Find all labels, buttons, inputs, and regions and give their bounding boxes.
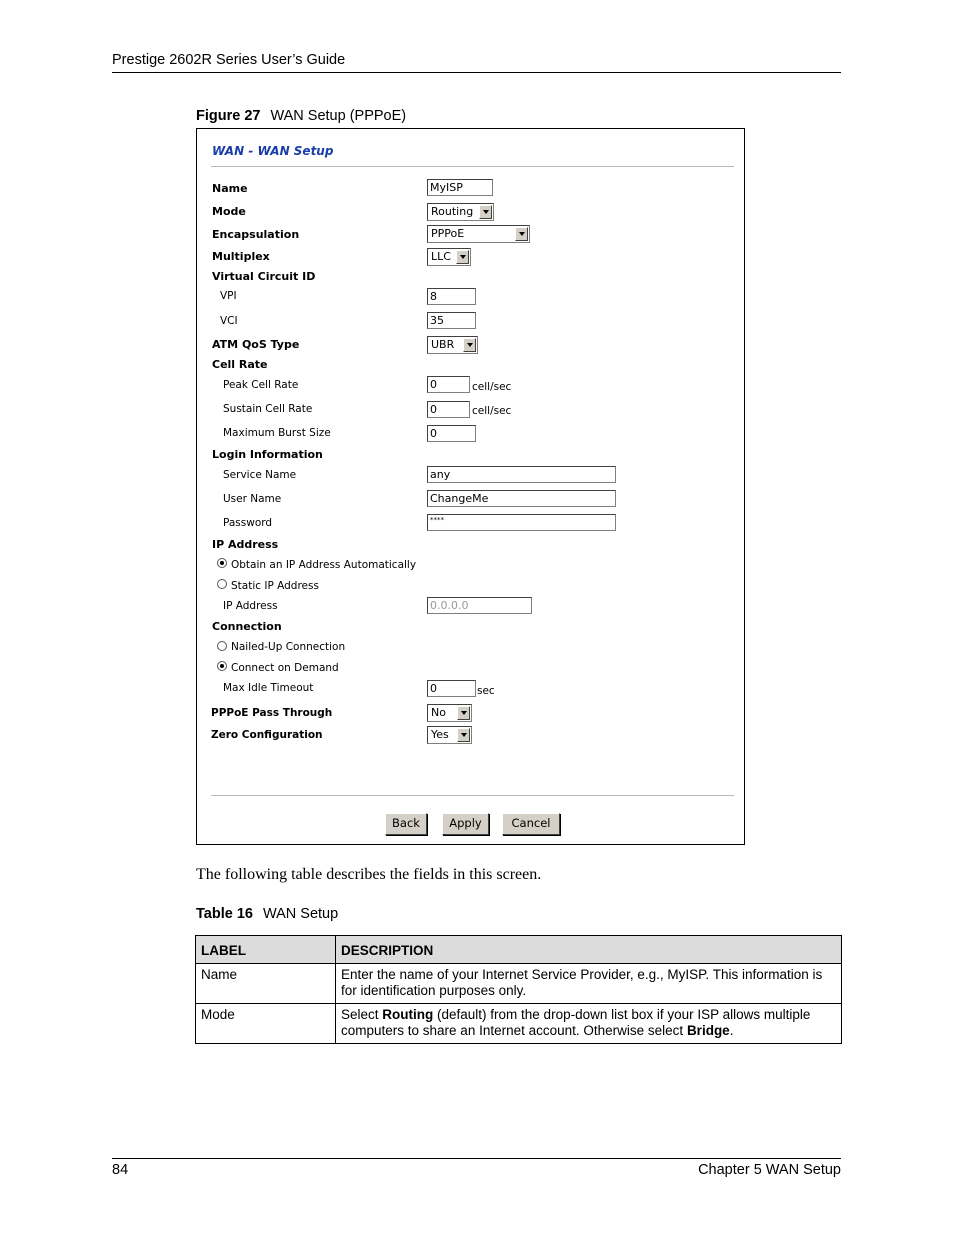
desc-text: . [729,1023,734,1038]
zero-configuration-label: Zero Configuration [211,729,323,741]
cell-rate-label: Cell Rate [212,358,268,371]
user-name-input[interactable]: ChangeMe [427,490,616,507]
encapsulation-select-value: PPPoE [431,227,465,240]
desc-text: (default) from the drop-down list box if your ISP allows multiple computers to share an Internet account. Otherwise select [341,1007,811,1038]
multiplex-label: Multiplex [212,250,270,263]
desc-bold-term: Bridge [686,1023,730,1038]
chevron-down-icon [515,227,528,241]
vci-label: VCI [220,315,238,327]
user-name-label: User Name [223,493,282,505]
password-input[interactable]: **** [427,514,616,531]
figure-caption [196,108,406,124]
back-button[interactable]: Back [385,813,427,835]
pppoe-pass-through-select[interactable] [427,704,472,722]
mode-label: Mode [212,205,246,218]
obtain-auto-label: Obtain an IP Address Automatically [231,559,417,571]
footer-rule [112,1158,841,1159]
screen-title: WAN - WAN Setup [212,144,334,158]
ip-address-input[interactable]: 0.0.0.0 [427,597,532,614]
peak-cell-rate-input[interactable]: 0 [427,376,470,393]
vci-input[interactable]: 35 [427,312,476,329]
max-burst-size-label: Maximum Burst Size [223,427,331,439]
cancel-button[interactable]: Cancel [502,813,560,835]
figure-label: Figure 27 [196,108,261,124]
header-description: DESCRIPTION [336,936,842,964]
nailed-up-label: Nailed-Up Connection [231,641,346,653]
max-idle-timeout-label: Max Idle Timeout [223,682,314,694]
static-ip-label: Static IP Address [231,580,319,592]
row-label: Name [196,964,336,1004]
max-idle-timeout-unit: sec [477,685,495,697]
mode-select-value: Routing [431,205,474,218]
ip-address-heading: IP Address [212,538,279,551]
login-information-label: Login Information [212,448,323,461]
desc-bold-term: Routing [382,1007,434,1022]
peak-cell-rate-unit: cell/sec [472,381,512,393]
password-label: Password [223,517,273,529]
atm-qos-label: ATM QoS Type [212,338,300,351]
table-label: Table 16 [196,906,253,922]
running-header: Prestige 2602R Series User’s Guide [112,52,346,68]
table-caption [196,906,338,922]
encapsulation-label: Encapsulation [212,228,300,241]
table-header-row [196,936,842,964]
encapsulation-select[interactable] [427,225,530,243]
wan-setup-table [195,935,842,1044]
header-label: LABEL [196,936,336,964]
connect-on-demand-label: Connect on Demand [231,662,339,674]
desc-text: Select [341,1007,383,1022]
chevron-down-icon [456,250,469,264]
name-input[interactable]: MyISP [427,179,493,196]
virtual-circuit-id-label: Virtual Circuit ID [212,270,316,283]
chevron-down-icon [479,205,492,219]
pppoe-pass-through-value: No [431,706,446,719]
atm-qos-select[interactable] [427,336,478,354]
vpi-label: VPI [220,290,237,302]
button-divider [211,795,734,797]
table-title: WAN Setup [262,906,339,922]
static-ip-radio[interactable] [217,579,227,589]
page-number: 84 [112,1162,129,1178]
sustain-cell-rate-unit: cell/sec [472,405,512,417]
chapter-title: Chapter 5 WAN Setup [698,1162,841,1178]
obtain-auto-radio[interactable] [217,558,227,568]
table-row [196,1004,842,1044]
title-divider [211,166,734,168]
max-burst-size-input[interactable]: 0 [427,425,476,442]
multiplex-select-value: LLC [431,250,451,263]
row-label: Mode [196,1004,336,1044]
connect-on-demand-radio[interactable] [217,661,227,671]
row-description [336,1004,842,1044]
chevron-down-icon [463,338,476,352]
header-rule [112,72,841,73]
chevron-down-icon [457,728,470,742]
ip-address-label: IP Address [223,600,278,612]
zero-configuration-select[interactable] [427,726,472,744]
vpi-input[interactable]: 8 [427,288,476,305]
chevron-down-icon [457,706,470,720]
figure-title: WAN Setup (PPPoE) [270,108,407,124]
mode-select[interactable] [427,203,494,221]
service-name-label: Service Name [223,469,297,481]
nailed-up-radio[interactable] [217,641,227,651]
service-name-input[interactable]: any [427,466,616,483]
intro-paragraph: The following table describes the fields in this screen. [196,866,542,883]
table-row [196,964,842,1004]
sustain-cell-rate-label: Sustain Cell Rate [223,403,313,415]
zero-configuration-value: Yes [431,728,449,741]
name-label: Name [212,182,248,195]
row-description: Enter the name of your Internet Service Provider, e.g., MyISP. This information is for identification purposes only. [336,964,842,1004]
apply-button[interactable]: Apply [442,813,489,835]
max-idle-timeout-input[interactable]: 0 [427,680,476,697]
connection-heading: Connection [212,620,282,633]
atm-qos-select-value: UBR [431,338,455,351]
sustain-cell-rate-input[interactable]: 0 [427,401,470,418]
pppoe-pass-through-label: PPPoE Pass Through [211,707,333,719]
peak-cell-rate-label: Peak Cell Rate [223,379,299,391]
multiplex-select[interactable] [427,248,471,266]
